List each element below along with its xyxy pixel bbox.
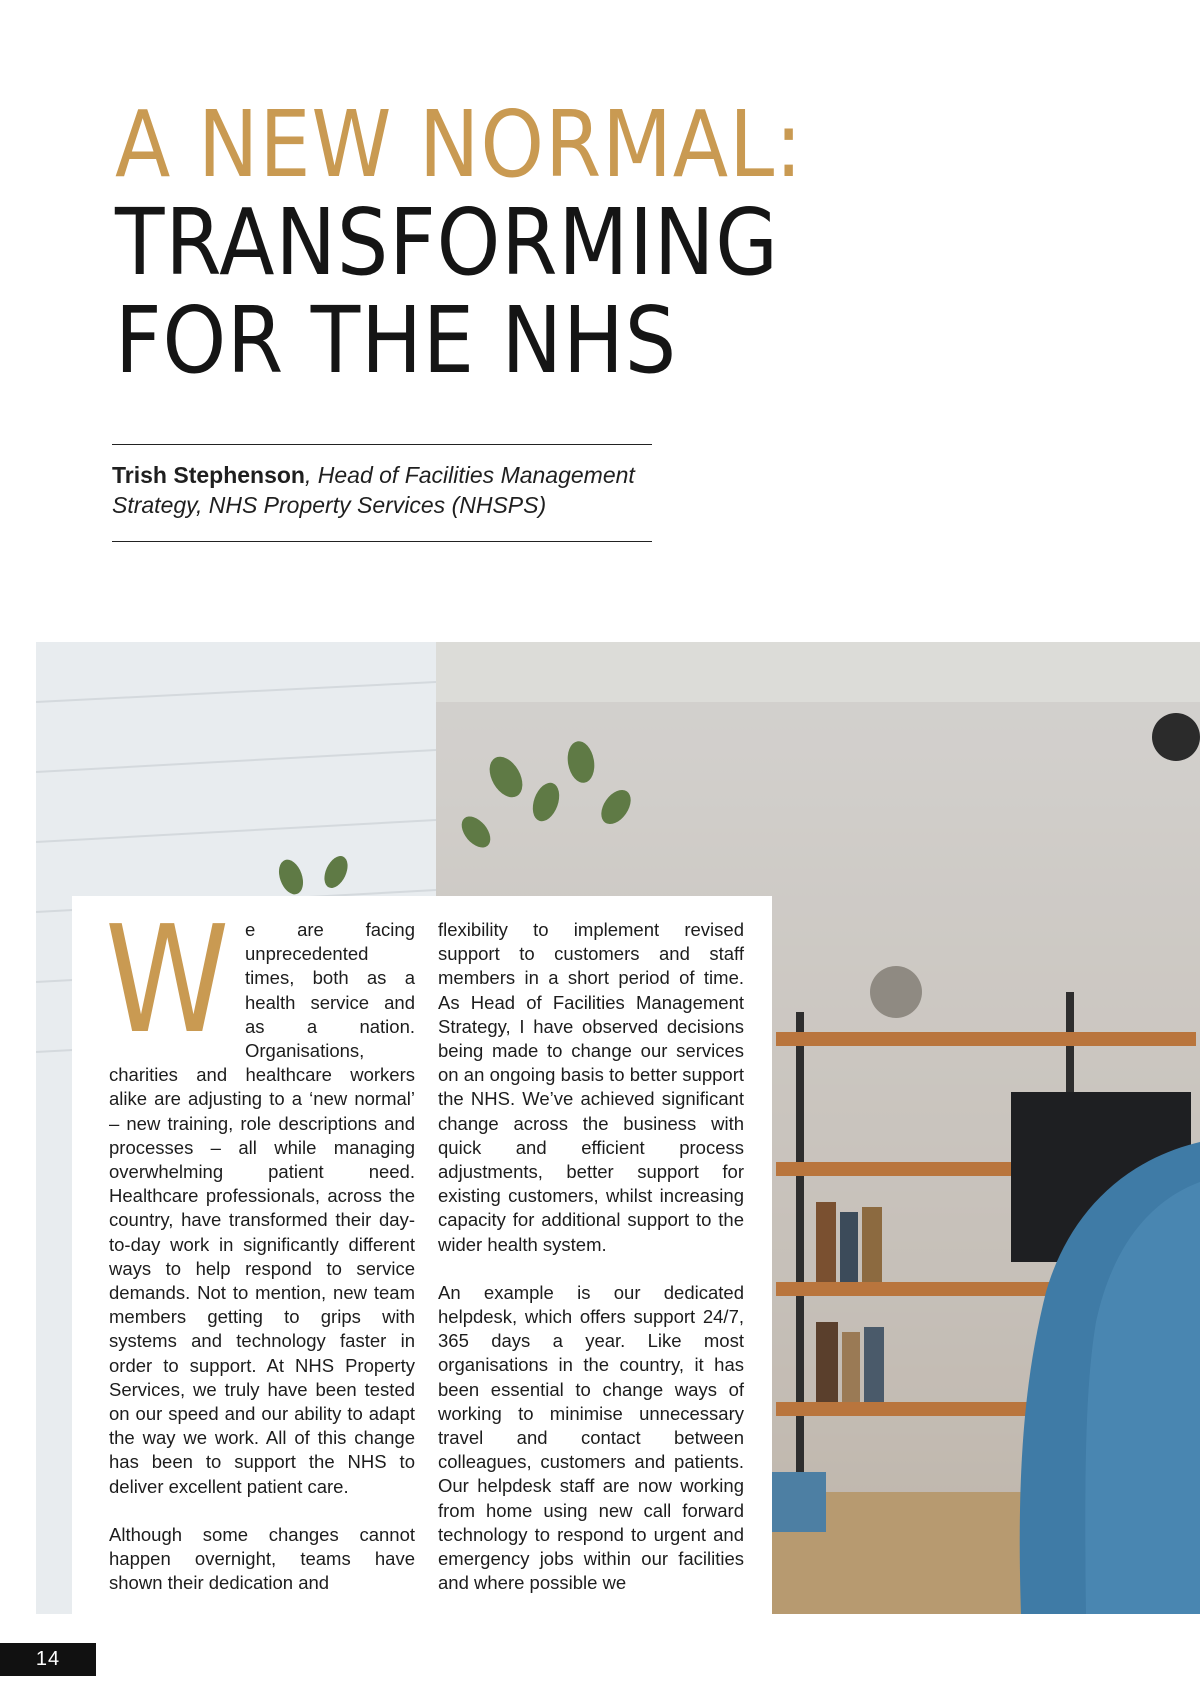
article-body: [72, 896, 772, 1614]
paragraph-intro-text: e are facing unprecedented times, both as a health service and as a nation. Organisations, charities and healthcare workers alike are adjusting to a ‘new normal’ – new training, role descriptions and processes – all while managing overwhelming patient need. Healthcare professionals, across the country, have transformed their day-to-day work in significantly different ways to help respond to service demands. Not to mention, new team members getting to grips with systems and technology faster in order to support. At NHS Property Services, we truly have been tested on our speed and our ability to adapt the way we work. All of this change has been to support the NHS to deliver excellent patient care.: [109, 919, 415, 1497]
byline-bottom-rule: [112, 541, 652, 542]
paragraph: Although some changes cannot happen overnight, teams have shown their dedication and: [109, 1523, 415, 1594]
paragraph: flexibility to implement revised support to customers and staff members in a short period of time. As Head of Facilities Management Strategy, I have observed decisions being made to change our services on an ongoing basis to better support the NHS. We’ve achieved significant change across the business with quick and efficient process adjustments, better support for existing customers, whilst increasing capacity for additional support to the wider health system.: [438, 919, 744, 1255]
byline-top-rule: [112, 444, 652, 445]
article-column-2: [438, 918, 744, 1619]
byline: [112, 460, 672, 520]
headline-line-1: A NEW NORMAL:: [115, 91, 804, 198]
paragraph-intro: [105, 894, 415, 1499]
page-number: 14: [0, 1643, 96, 1676]
article-column-1: [105, 894, 415, 1619]
headline-line-3: FOR THE NHS: [115, 287, 678, 394]
headline: [115, 91, 804, 394]
drop-cap: W: [105, 894, 230, 1066]
paragraph: An example is our dedicated helpdesk, which offers support 24/7, 365 days a year. Like most organisations in the country, it has been essential to change ways of working to minimise unnecessary travel and contact between colleagues, customers and patients. Our helpdesk staff are now working from home using new call forward technology to respond to urgent and emergency jobs within our facilities and where possible we: [438, 1281, 744, 1594]
author-name: Trish Stephenson: [112, 462, 305, 488]
author-role: , Head of Facilities Management Strategy, NHS Property Services (NHSPS): [112, 462, 635, 518]
headline-line-2: TRANSFORMING: [115, 189, 779, 296]
